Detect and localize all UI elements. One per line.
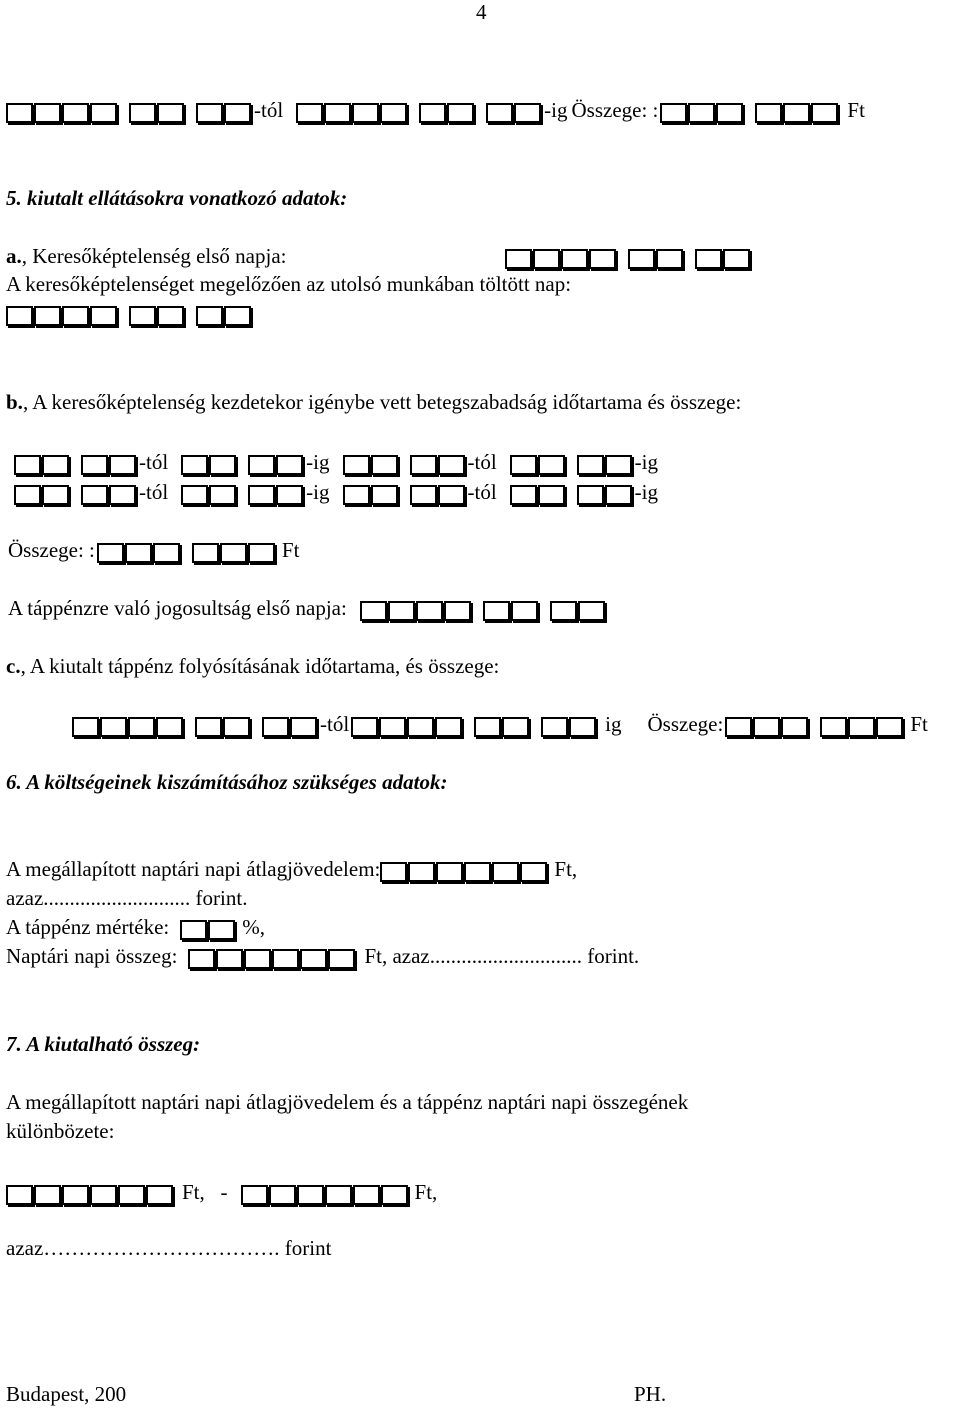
input-box[interactable] bbox=[407, 717, 434, 737]
input-box[interactable] bbox=[660, 103, 687, 123]
ft-label: Ft bbox=[910, 712, 928, 736]
input-box[interactable] bbox=[109, 485, 136, 505]
input-box[interactable] bbox=[533, 249, 560, 269]
ft-label: Ft bbox=[281, 538, 300, 562]
azaz-forint-line: azaz............................ forint. bbox=[6, 886, 248, 910]
c-line bbox=[6, 654, 499, 679]
input-box[interactable] bbox=[753, 717, 780, 737]
input-box[interactable] bbox=[118, 1185, 145, 1205]
input-box[interactable] bbox=[436, 862, 463, 882]
input-box[interactable] bbox=[290, 717, 317, 737]
ft-label: Ft bbox=[847, 98, 865, 122]
input-box[interactable] bbox=[444, 601, 471, 621]
input-box[interactable] bbox=[541, 717, 568, 737]
input-box[interactable] bbox=[520, 862, 547, 882]
section5-heading: 5. kiutalt ellátásokra vonatkozó adatok: bbox=[6, 186, 348, 210]
input-box[interactable] bbox=[296, 103, 323, 123]
input-box[interactable] bbox=[510, 485, 537, 505]
ft-dash-label: Ft, - bbox=[182, 1180, 228, 1204]
input-box[interactable] bbox=[195, 717, 222, 737]
amount-boxes[interactable] bbox=[6, 1185, 174, 1205]
input-box[interactable] bbox=[146, 1185, 173, 1205]
last-workday-boxes[interactable] bbox=[6, 306, 252, 326]
osszege-label: Összege: : bbox=[571, 98, 659, 122]
input-box[interactable] bbox=[876, 717, 903, 737]
b-text: , A keresőképtelenség kezdetekor igénybe vett betegszabadság időtartama és összege: bbox=[22, 390, 742, 414]
input-box[interactable] bbox=[577, 485, 604, 505]
input-box[interactable] bbox=[550, 601, 577, 621]
date-boxes[interactable] bbox=[14, 485, 137, 505]
footer-place-date: Budapest, 200 bbox=[6, 1382, 127, 1406]
section7-text-1: A megállapított naptári napi átlagjövedelem és a táppénz naptári napi összegének bbox=[6, 1090, 689, 1114]
input-box[interactable] bbox=[14, 485, 41, 505]
avg-income-label: A megállapított naptári napi átlagjövedelem: bbox=[6, 857, 381, 881]
input-box[interactable] bbox=[244, 949, 271, 969]
azaz-forint-line: azaz……………………………. forint bbox=[6, 1236, 332, 1260]
input-box[interactable] bbox=[578, 601, 605, 621]
amount-boxes[interactable] bbox=[188, 949, 356, 969]
date-range-line bbox=[6, 98, 867, 123]
input-box[interactable] bbox=[438, 455, 465, 475]
input-box[interactable] bbox=[435, 717, 462, 737]
input-box[interactable] bbox=[42, 485, 69, 505]
input-box[interactable] bbox=[514, 103, 541, 123]
input-box[interactable] bbox=[81, 485, 108, 505]
input-box[interactable] bbox=[716, 103, 743, 123]
input-box[interactable] bbox=[224, 306, 251, 326]
input-box[interactable] bbox=[269, 1185, 296, 1205]
ig-label: -ig bbox=[306, 480, 330, 504]
input-box[interactable] bbox=[297, 1185, 324, 1205]
page-number: 4 bbox=[476, 0, 487, 24]
input-box[interactable] bbox=[447, 103, 474, 123]
date-boxes[interactable] bbox=[181, 455, 304, 475]
input-box[interactable] bbox=[505, 249, 532, 269]
input-box[interactable] bbox=[371, 455, 398, 475]
input-box[interactable] bbox=[14, 455, 41, 475]
input-box[interactable] bbox=[248, 455, 275, 475]
input-box[interactable] bbox=[360, 601, 387, 621]
input-box[interactable] bbox=[241, 1185, 268, 1205]
input-box[interactable] bbox=[34, 1185, 61, 1205]
rate-label: A táppénz mértéke: bbox=[6, 915, 170, 939]
last-workday-text: A keresőképtelenséget megelőzően az utolsó munkában töltött nap: bbox=[6, 272, 572, 296]
percent-label: %, bbox=[242, 915, 266, 939]
input-box[interactable] bbox=[510, 455, 537, 475]
input-box[interactable] bbox=[325, 1185, 352, 1205]
date-boxes[interactable] bbox=[343, 485, 466, 505]
input-box[interactable] bbox=[381, 1185, 408, 1205]
c-range-line bbox=[72, 712, 930, 737]
amount-boxes[interactable] bbox=[97, 543, 276, 563]
ig-label: -ig bbox=[634, 480, 658, 504]
input-box[interactable] bbox=[628, 249, 655, 269]
date-boxes[interactable] bbox=[296, 103, 542, 123]
amount-boxes[interactable] bbox=[241, 1185, 409, 1205]
input-box[interactable] bbox=[224, 103, 251, 123]
input-box[interactable] bbox=[248, 543, 275, 563]
input-box[interactable] bbox=[464, 862, 491, 882]
input-box[interactable] bbox=[783, 103, 810, 123]
input-box[interactable] bbox=[577, 455, 604, 475]
input-box[interactable] bbox=[223, 717, 250, 737]
input-box[interactable] bbox=[192, 543, 219, 563]
input-box[interactable] bbox=[81, 455, 108, 475]
input-box[interactable] bbox=[262, 717, 289, 737]
date-boxes[interactable] bbox=[6, 103, 252, 123]
ft-label: Ft, bbox=[554, 857, 578, 881]
input-box[interactable] bbox=[62, 1185, 89, 1205]
input-box[interactable] bbox=[34, 306, 61, 326]
input-box[interactable] bbox=[351, 717, 378, 737]
input-box[interactable] bbox=[216, 949, 243, 969]
input-box[interactable] bbox=[220, 543, 247, 563]
input-box[interactable] bbox=[755, 103, 782, 123]
input-box[interactable] bbox=[538, 485, 565, 505]
tappenz-first-day-label: A táppénzre való jogosultság első napja: bbox=[8, 596, 347, 620]
daily-amount-line bbox=[6, 944, 641, 969]
input-box[interactable] bbox=[352, 103, 379, 123]
input-box[interactable] bbox=[438, 485, 465, 505]
input-box[interactable] bbox=[188, 949, 215, 969]
tol-label: -tól bbox=[139, 480, 169, 504]
osszege-label: Összege: : bbox=[8, 538, 95, 562]
rate-boxes[interactable] bbox=[180, 920, 236, 940]
input-box[interactable] bbox=[605, 485, 632, 505]
input-box[interactable] bbox=[723, 249, 750, 269]
input-box[interactable] bbox=[380, 862, 407, 882]
input-box[interactable] bbox=[408, 862, 435, 882]
date-boxes[interactable] bbox=[343, 455, 466, 475]
input-box[interactable] bbox=[272, 949, 299, 969]
input-box[interactable] bbox=[109, 455, 136, 475]
input-box[interactable] bbox=[656, 249, 683, 269]
input-box[interactable] bbox=[538, 455, 565, 475]
avg-income-line bbox=[6, 857, 579, 882]
input-box[interactable] bbox=[6, 306, 33, 326]
input-box[interactable] bbox=[410, 455, 437, 475]
osszege-label: Összege: bbox=[647, 712, 724, 736]
input-box[interactable] bbox=[343, 485, 370, 505]
tol-label: -tól bbox=[467, 480, 497, 504]
tol-label: -tól bbox=[320, 712, 350, 736]
rate-line bbox=[6, 915, 267, 940]
input-box[interactable] bbox=[180, 920, 207, 940]
input-box[interactable] bbox=[196, 103, 223, 123]
input-box[interactable] bbox=[492, 862, 519, 882]
input-box[interactable] bbox=[300, 949, 327, 969]
input-box[interactable] bbox=[248, 485, 275, 505]
ig-label: -ig bbox=[634, 450, 658, 474]
input-box[interactable] bbox=[72, 717, 99, 737]
input-box[interactable] bbox=[181, 455, 208, 475]
date-boxes[interactable] bbox=[510, 485, 633, 505]
ig-label: -ig bbox=[306, 450, 330, 474]
input-box[interactable] bbox=[97, 543, 124, 563]
input-box[interactable] bbox=[820, 717, 847, 737]
footer-ph: PH. bbox=[634, 1382, 667, 1406]
section7-heading: 7. A kiutalható összeg: bbox=[6, 1032, 201, 1056]
input-box[interactable] bbox=[128, 717, 155, 737]
a-text: , Keresőképtelenség első napja: bbox=[21, 244, 287, 268]
date-boxes[interactable] bbox=[505, 249, 751, 269]
input-box[interactable] bbox=[324, 103, 351, 123]
ft-label: Ft, bbox=[414, 1180, 438, 1204]
date-boxes[interactable] bbox=[14, 455, 137, 475]
difference-line bbox=[6, 1180, 439, 1205]
section6-heading: 6. A költségeinek kiszámításához szükséges adatok: bbox=[6, 770, 448, 794]
input-box[interactable] bbox=[6, 103, 33, 123]
input-box[interactable] bbox=[419, 103, 446, 123]
input-box[interactable] bbox=[196, 306, 223, 326]
sick-leave-row-1 bbox=[14, 450, 660, 475]
date-boxes[interactable] bbox=[181, 485, 304, 505]
daily-amount-tail: Ft, azaz............................. forint. bbox=[364, 944, 640, 968]
input-box[interactable] bbox=[486, 103, 513, 123]
amount-boxes[interactable] bbox=[380, 862, 548, 882]
sick-leave-sum bbox=[6, 538, 301, 563]
tol-label: -tól bbox=[139, 450, 169, 474]
input-box[interactable] bbox=[157, 306, 184, 326]
input-box[interactable] bbox=[90, 306, 117, 326]
ig-label: -ig bbox=[544, 98, 568, 122]
input-box[interactable] bbox=[511, 601, 538, 621]
input-box[interactable] bbox=[410, 485, 437, 505]
input-box[interactable] bbox=[42, 455, 69, 475]
input-box[interactable] bbox=[848, 717, 875, 737]
input-box[interactable] bbox=[781, 717, 808, 737]
sick-leave-row-2 bbox=[14, 480, 660, 505]
input-box[interactable] bbox=[353, 1185, 380, 1205]
input-box[interactable] bbox=[62, 103, 89, 123]
input-box[interactable] bbox=[605, 455, 632, 475]
input-box[interactable] bbox=[209, 485, 236, 505]
section7-text-2: különbözete: bbox=[6, 1119, 115, 1143]
c-label: c. bbox=[6, 654, 21, 678]
input-box[interactable] bbox=[62, 306, 89, 326]
amount-boxes[interactable] bbox=[725, 717, 904, 737]
ig-label: ig bbox=[605, 712, 622, 736]
amount-boxes[interactable] bbox=[660, 103, 839, 123]
input-box[interactable] bbox=[688, 103, 715, 123]
input-box[interactable] bbox=[90, 103, 117, 123]
input-box[interactable] bbox=[483, 601, 510, 621]
input-box[interactable] bbox=[100, 717, 127, 737]
input-box[interactable] bbox=[380, 103, 407, 123]
date-boxes[interactable] bbox=[360, 601, 606, 621]
input-box[interactable] bbox=[343, 455, 370, 475]
input-box[interactable] bbox=[125, 543, 152, 563]
input-box[interactable] bbox=[811, 103, 838, 123]
input-box[interactable] bbox=[589, 249, 616, 269]
input-box[interactable] bbox=[388, 601, 415, 621]
input-box[interactable] bbox=[379, 717, 406, 737]
input-box[interactable] bbox=[156, 717, 183, 737]
input-box[interactable] bbox=[416, 601, 443, 621]
daily-amount-label: Naptári napi összeg: bbox=[6, 944, 178, 968]
date-boxes[interactable] bbox=[510, 455, 633, 475]
input-box[interactable] bbox=[725, 717, 752, 737]
b-label: b. bbox=[6, 390, 23, 414]
input-box[interactable] bbox=[129, 306, 156, 326]
input-box[interactable] bbox=[34, 103, 61, 123]
input-box[interactable] bbox=[181, 485, 208, 505]
a-label: a. bbox=[6, 244, 22, 268]
input-box[interactable] bbox=[276, 455, 303, 475]
input-box[interactable] bbox=[569, 717, 596, 737]
input-box[interactable] bbox=[209, 455, 236, 475]
input-box[interactable] bbox=[474, 717, 501, 737]
tol-label: -tól bbox=[467, 450, 497, 474]
input-box[interactable] bbox=[561, 249, 588, 269]
input-box[interactable] bbox=[502, 717, 529, 737]
input-box[interactable] bbox=[90, 1185, 117, 1205]
input-box[interactable] bbox=[371, 485, 398, 505]
input-box[interactable] bbox=[276, 485, 303, 505]
tol-label: -tól bbox=[254, 98, 284, 122]
input-box[interactable] bbox=[157, 103, 184, 123]
input-box[interactable] bbox=[208, 920, 235, 940]
date-boxes[interactable] bbox=[72, 717, 318, 737]
input-box[interactable] bbox=[6, 1185, 33, 1205]
b-line bbox=[6, 390, 741, 415]
tappenz-first-day-line bbox=[6, 596, 606, 621]
a-line bbox=[6, 244, 751, 269]
input-box[interactable] bbox=[695, 249, 722, 269]
input-box[interactable] bbox=[129, 103, 156, 123]
input-box[interactable] bbox=[328, 949, 355, 969]
input-box[interactable] bbox=[153, 543, 180, 563]
c-text: , A kiutalt táppénz folyósításának időtartama, és összege: bbox=[20, 654, 500, 678]
date-boxes[interactable] bbox=[351, 717, 597, 737]
